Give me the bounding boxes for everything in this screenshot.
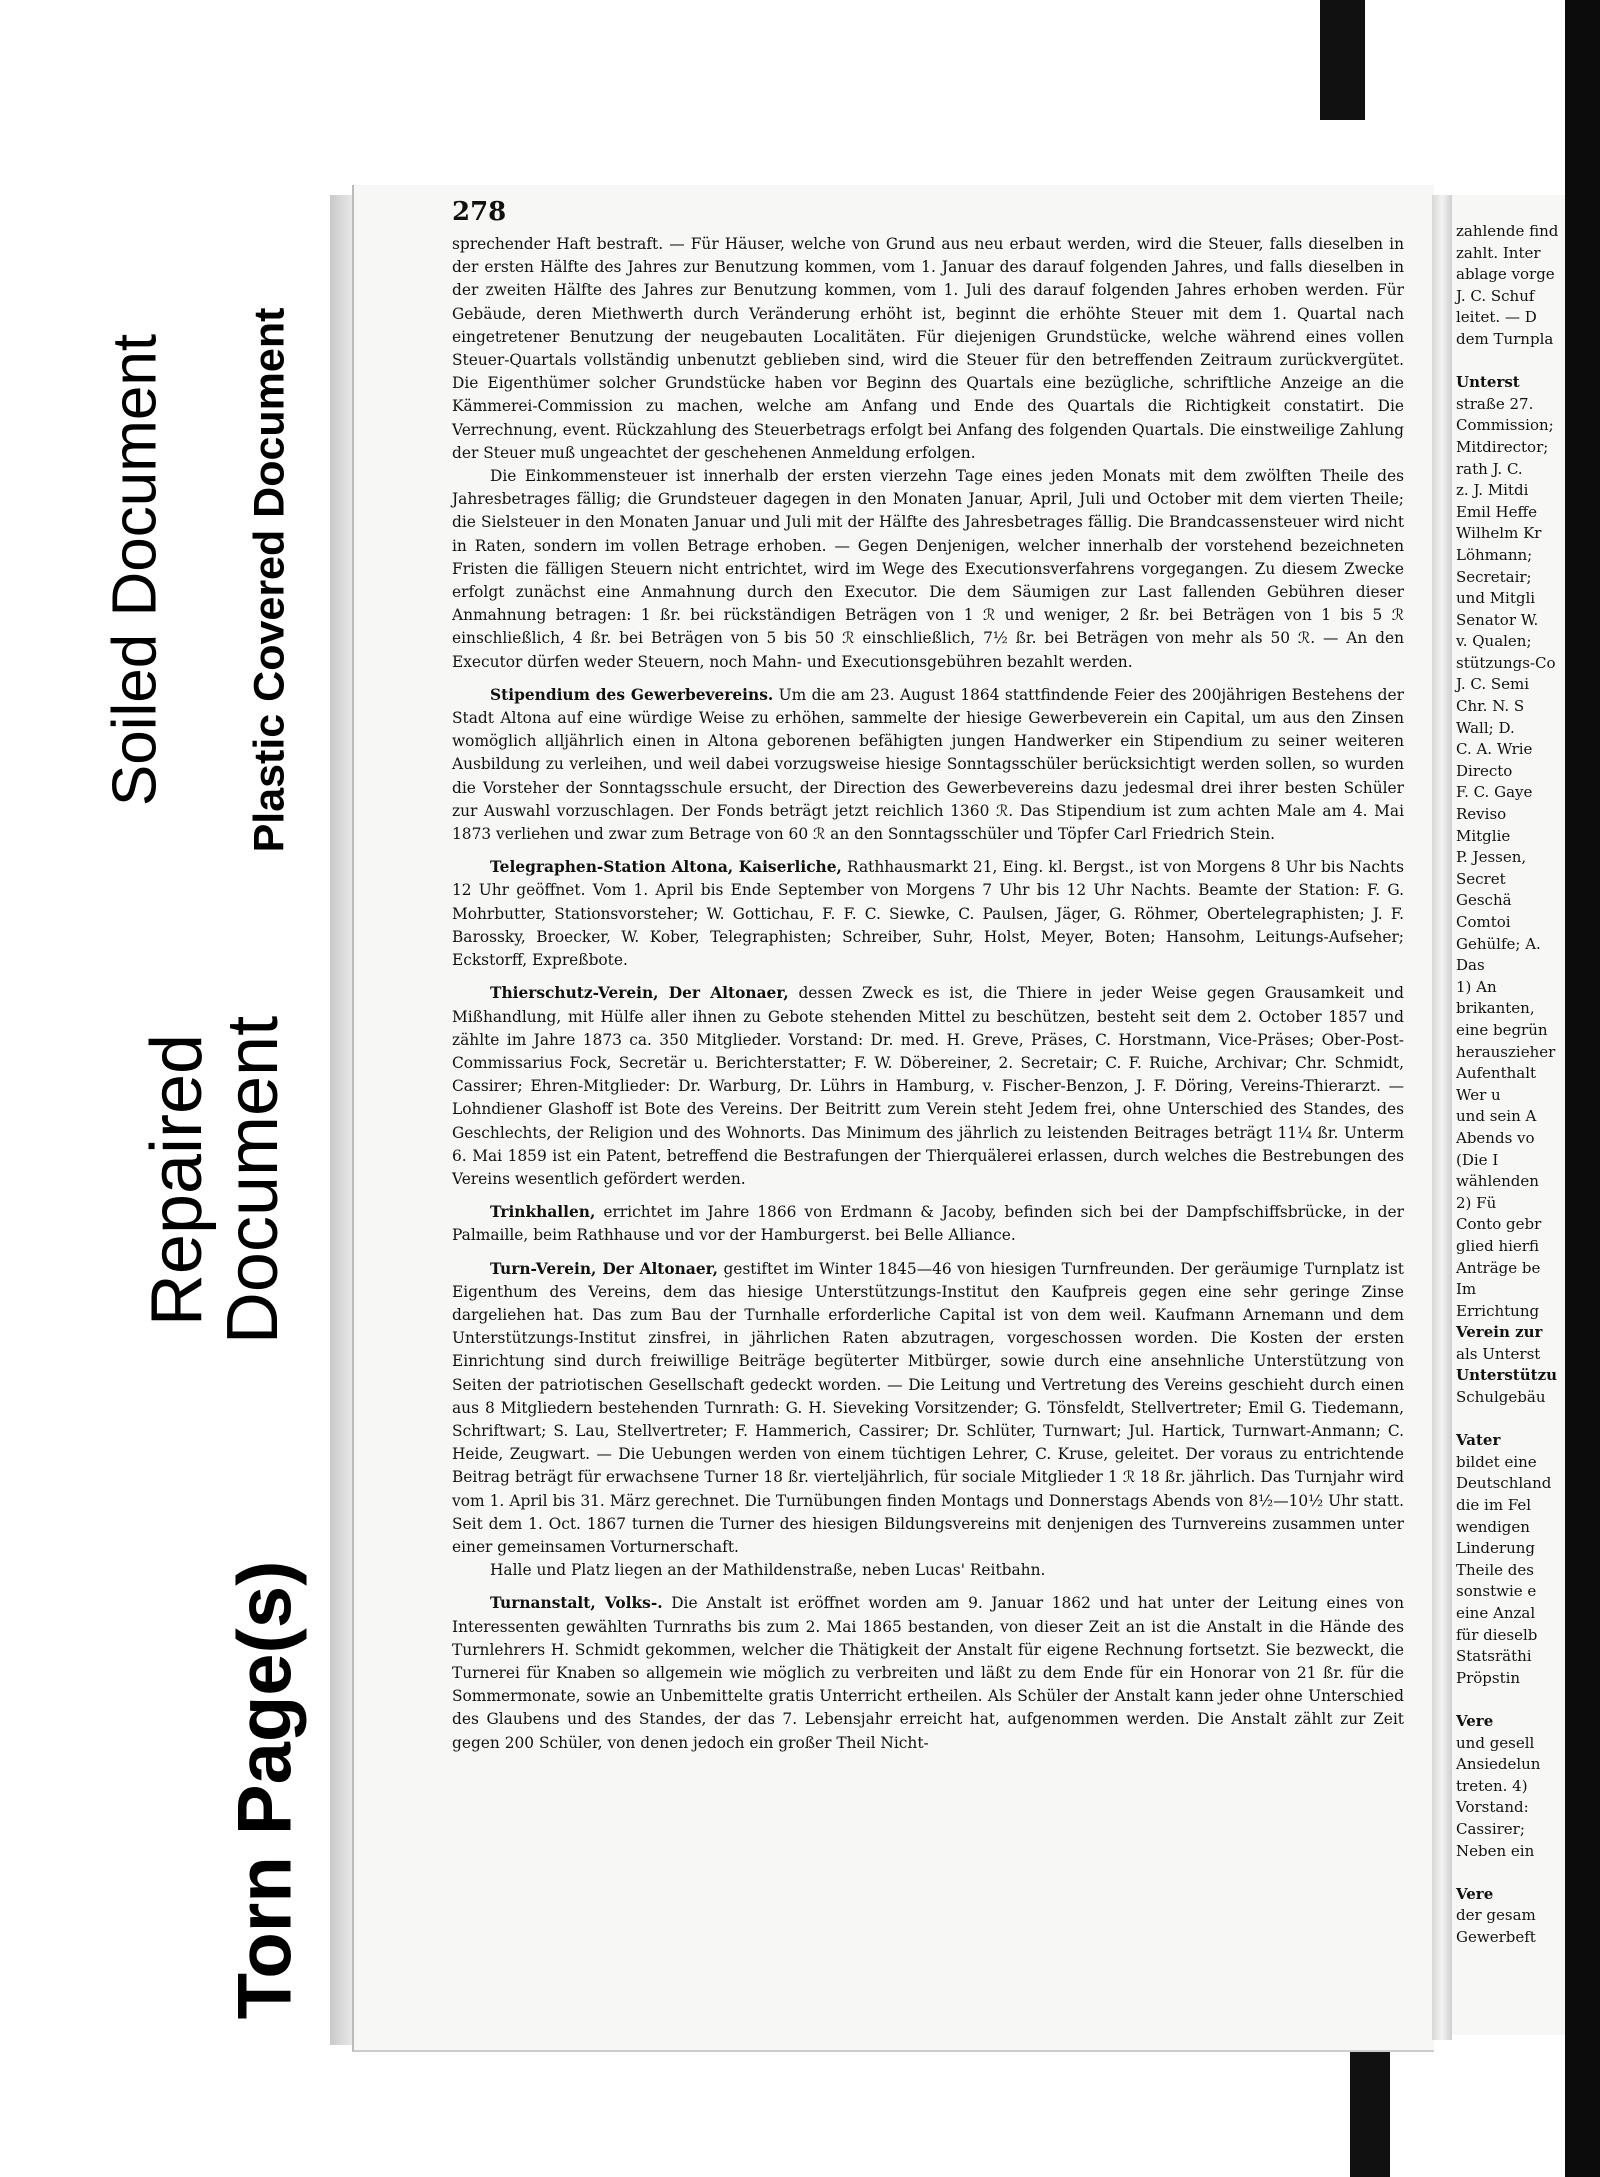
facing-line: Secret — [1456, 869, 1506, 888]
facing-page — [1452, 195, 1565, 2035]
page-edge-shadow — [330, 195, 352, 2045]
facing-line: leitet. — D — [1456, 308, 1537, 327]
facing-line: Wer u — [1456, 1085, 1501, 1104]
repaired-label-line-1: Repaired — [137, 1033, 217, 1327]
facing-line: dem Turnpla — [1456, 329, 1554, 348]
paragraph — [452, 856, 1404, 972]
facing-line: und sein A — [1456, 1107, 1537, 1126]
paragraph — [452, 1201, 1404, 1247]
facing-line: die im Fel — [1456, 1496, 1532, 1515]
facing-line: J. C. Schuf — [1456, 286, 1535, 305]
facing-line: straße 27. — [1456, 394, 1534, 413]
paragraph — [452, 982, 1404, 1191]
binding-bar-right — [1565, 0, 1600, 2177]
paragraph-body: Die Einkommensteuer ist innerhalb der ersten vierzehn Tage eines jeden Monats mit dem zwölften Theile des Jahresbetrages fällig; die Grundsteuer dagegen in den Monaten Januar, April, Juli und October mit dem vierten Theile; die Sielsteuer in den Monaten Januar und Juli mit der Hälfte des Jahresbetrages fällig. Die Brandcassensteuer wird nicht in Raten, sondern im vollen Betrage erhoben. — Gegen Denjenigen, welcher innerhalb der vorstehend bezeichneten Fristen die fälligen Steuern nicht entrichtet, wird im Wege des Executionsverfahrens vorgegangen. Zu diesem Zwecke erfolgt zunächst eine Anmahnung durch den Executor. Die dem Säumigen zur Last fallenden Gebühren dieser Anmahnung betragen: 1 ßr. bei rückständigen Beträgen von 1 ℛ und weniger, 2 ßr. bei Beträgen von 1 bis 5 ℛ einschließlich, 4 ßr. bei Beträgen von 5 bis 50 ℛ einschließlich, 7½ ßr. bei Beträgen von mehr als 50 ℛ. — An den Executor dürfen weder Steuern, noch Mahn- und Executionsgebühren bezahlt werden. — [452, 467, 1404, 671]
paragraph-body: sprechender Haft bestraft. — Für Häuser, welche von Grund aus neu erbaut werden, wird die Steuer, falls dieselben in der ersten Hälfte des Jahres zur Benutzung kommen, vom 1. Januar des darauf folgenden Jahres, und falls dieselben in der zweiten Hälfte des Jahres zur Benutzung kommen, vom 1. Juli des darauf folgenden Jahres erhoben werden. Für Gebäude, deren Miethwerth durch Veränderung erhöht ist, beginnt die erhöhte Steuer mit dem 1. Quartal nach eingetretener Benutzung der neugebauten Localitäten. Für diejenigen Grundstücke, welche während eines vollen Steuer-Quartals vollständig unbenutzt geblieben sind, wird die Steuer für den betreffenden Zeitraum zurückvergütet. Die Eigenthümer solcher Grundstücke haben vor Beginn des Quartals eine bezügliche, schriftliche Anzeige an die Kämmerei-Commission zu machen, welche am Anfang und Ende des Quartals die Richtigkeit constatirt. Die Verrechnung, event. Rückzahlung des Steuerbetrags erfolgt bei Anfang des folgenden Quartals. Die einstweilige Zahlung der Steuer muß ungeachtet der geschehenen Anmeldung erfolgen. — [452, 235, 1404, 462]
facing-line: Mitglie — [1456, 826, 1511, 845]
facing-line: und gesell — [1456, 1733, 1535, 1752]
facing-line: Abends vo — [1456, 1128, 1535, 1147]
facing-line — [1456, 1689, 1565, 1711]
facing-line: als Unterst — [1456, 1344, 1541, 1363]
facing-line: Mitdirector; — [1456, 437, 1549, 456]
facing-line: für dieselb — [1456, 1625, 1538, 1644]
facing-line: Secretair; — [1456, 567, 1532, 586]
facing-line: zahlt. Inter — [1456, 243, 1541, 262]
soiled-document-label: Soiled Document — [100, 333, 170, 807]
facing-line: sonstwie e — [1456, 1582, 1537, 1601]
paragraph-body: gestiftet im Winter 1845—46 von hiesigen Turnfreunden. Der geräumige Turnplatz ist Eigenthum des Vereins, dem das hiesige Unterstützungs-Institut den Kaufpreis gegen eine sehr geringe Zinse dargeliehen hat. Das zum Bau der Turnhalle erforderliche Capital ist von dem weil. Kaufmann Arnemann und dem Unterstützungs-Institut zinsfrei, in jährlichen Raten abzutragen, vorgeschossen worden. Die Kosten der ersten Einrichtung sind durch freiwillige Beiträge begüterter Mitbürger, sowie durch eine ansehnliche Unterstützung von Seiten der patriotischen Gesellschaft gedeckt worden. — Die Leitung und Vertretung des Vereins geschieht durch einen aus 8 Mitgliedern bestehenden Turnrath: G. H. Sieveking Vorsitzender; G. Tönsfeldt, Stellvertreter; Emil G. Tiedemann, Schriftwart; S. Lau, Stellvertreter; F. Hammerich, Cassirer; Dr. Schlüter, Turnwart; Jul. Hartick, Turnwart-Anmann; C. Heide, Zeugwart. — Die Uebungen werden von einem tüchtigen Lehrer, C. Kruse, geleitet. Der voraus zu entrichtende Beitrag beträgt für erwachsene Turner 18 ßr. vierteljährlich, für sociale Mitglieder 1 ℛ 18 ßr. jährlich. Das Turnjahr wird vom 1. April bis 31. März gerechnet. Die Turnübungen finden Montags und Donnerstags Abends von 8½—10½ Uhr statt. Seit dem 1. Oct. 1867 turnen die Turner des hiesigen Bildungsvereins mit denjenigen des Turnvereins zusammen unter einer gemeinsamen Vorturnerschaft. — [452, 1259, 1404, 1556]
facing-line: (Die I — [1456, 1150, 1499, 1169]
facing-line — [1456, 1862, 1565, 1884]
facing-line: und Mitgli — [1456, 589, 1536, 608]
facing-line: Neben ein — [1456, 1841, 1535, 1860]
scanned-page — [352, 185, 1434, 2052]
facing-line: eine begrün — [1456, 1020, 1548, 1039]
facing-line: wählenden — [1456, 1172, 1539, 1191]
facing-line: Comtoi — [1456, 913, 1511, 931]
facing-line: stützungs-Co — [1456, 653, 1556, 672]
paragraph — [452, 684, 1404, 846]
facing-line: Senator W. — [1456, 610, 1539, 629]
facing-line — [1456, 351, 1565, 373]
page-number: 278 — [452, 197, 507, 227]
facing-line: Wall; D. — [1456, 718, 1515, 737]
facing-line: Wilhelm Kr — [1456, 524, 1542, 543]
facing-line: Linderung — [1456, 1539, 1535, 1558]
soiled-document-tab — [60, 230, 210, 910]
repaired-document-label — [139, 1016, 291, 1344]
facing-line: Vorstand: — [1456, 1798, 1529, 1817]
repaired-label-line-2: Document — [213, 1015, 293, 1345]
facing-line: wendigen — [1456, 1517, 1530, 1536]
facing-line: Geschä — [1456, 891, 1512, 910]
paragraph-heading: Turn-Verein, Der Altonaer, — [490, 1259, 718, 1278]
paragraph-heading: Turnanstalt, Volks-. — [490, 1594, 663, 1613]
paragraph-heading: Trinkhallen, — [490, 1203, 596, 1222]
facing-line: Emil Heffe — [1456, 502, 1538, 521]
book-spine-gutter — [1432, 195, 1452, 2040]
binding-bar-bottom — [1350, 2050, 1390, 2177]
paragraph-body: dessen Zweck es ist, die Thiere in jeder Weise gegen Grausamkeit und Mißhandlung, mit Hülfe aller ihnen zu Gebote stehenden Mittel zu beschützen, besteht seit dem 2. October 1857 und zählte im Jahre 1873 ca. 350 Mitglieder. Vorstand: Dr. med. H. Greve, Präses, C. Horstmann, Vice-Präses; Ober-Post-Commissarius Fock, Secretär u. Berichterstatter; F. W. Döbereiner, 2. Secretair; C. F. Ruiche, Archivar; Chr. Schmidt, Cassirer; Ehren-Mitglieder: Dr. Warburg, Dr. Lührs in Hamburg, v. Fischer-Benzon, J. F. Döring, Vereins-Thierarzt. — Lohndiener Glashoff ist Bote des Vereins. Der Beitritt zum Verein steht Jedem frei, ohne Unterschied des Standes, des Geschlechts, der Religion und des Wohnorts. Das Minimum des jährlich zu leistenden Beitrages beträgt 11¼ ßr. Unterm 6. Mai 1859 ist ein Patent, betreffend die Bestrafungen der Thierquälerei erlassen, durch welches die Bestrebungen des Vereins wesentlich gefördert werden. — [452, 984, 1404, 1188]
facing-line: Reviso — [1456, 805, 1507, 824]
facing-line: Theile des — [1456, 1560, 1534, 1579]
paragraph-body: Rathhausmarkt 21, Eing. kl. Bergst., ist von Morgens 8 Uhr bis Nachts 12 Uhr geöffnet. Vom 1. April bis Ende September von Morgens 7 Uhr bis 12 Uhr Nachts. Beamte der Station: F. G. Mohrbutter, Stationsvorsteher; W. Gottichau, F. F. C. Siewke, C. Paulsen, Jäger, G. Röhmer, Obertelegraphisten; J. F. Barossky, Broecker, W. Kober, Telegraphisten; Schreiber, Suhr, Holst, Meyer, Boten; Hansohm, Leitungs-Aufseher; Eckstorff, Expreßbote. — [452, 858, 1404, 970]
facing-line: Vere — [1456, 1711, 1494, 1730]
facing-line: 1) An — [1456, 977, 1497, 996]
paragraph — [452, 1559, 1404, 1582]
paragraph-heading: Stipendium des Gewerbevereins. — [490, 685, 774, 704]
torn-pages-label: Torn Page(s) — [222, 1560, 308, 2020]
paragraph-heading: Thierschutz-Verein, Der Altonaer, — [490, 984, 789, 1003]
facing-line: ablage vorge — [1456, 265, 1555, 284]
facing-line: Löhmann; — [1456, 545, 1533, 564]
facing-line: Cassirer; — [1456, 1819, 1525, 1838]
facing-line: C. A. Wrie — [1456, 740, 1533, 759]
paragraph — [452, 233, 1404, 465]
repaired-document-tab — [100, 945, 330, 1415]
paragraph — [452, 465, 1404, 674]
facing-line: Das — [1456, 956, 1485, 975]
facing-line: Schulgebäu — [1456, 1388, 1546, 1407]
facing-line: Vere — [1456, 1884, 1494, 1903]
facing-line: Deutschland — [1456, 1474, 1552, 1493]
facing-line: brikanten, — [1456, 999, 1535, 1018]
facing-line: Errichtung — [1456, 1301, 1540, 1320]
facing-line: Statsräthi — [1456, 1647, 1532, 1666]
paragraph — [452, 1258, 1404, 1560]
facing-line: Commission; — [1456, 416, 1554, 435]
facing-line: Im — [1456, 1280, 1477, 1299]
facing-line: Pröpstin — [1456, 1668, 1521, 1687]
facing-line: Anträge be — [1456, 1258, 1541, 1277]
plastic-covered-document-label: Plastic Covered Document — [245, 307, 294, 853]
plastic-covered-document-tab — [215, 230, 325, 930]
torn-pages-tab — [200, 1490, 330, 2090]
facing-line: 2) Fü — [1456, 1193, 1497, 1212]
facing-line: treten. 4) — [1456, 1776, 1528, 1795]
facing-line: Unterstützu — [1456, 1366, 1557, 1385]
facing-line: F. C. Gaye — [1456, 783, 1533, 802]
paragraph-heading: Telegraphen-Station Altona, Kaiserliche, — [490, 858, 842, 877]
facing-line: Aufenthalt — [1456, 1064, 1537, 1083]
paragraph-body: errichtet im Jahre 1866 von Erdmann & Jacoby, befinden sich bei der Dampfschiffsbrücke, in der Palmaille, beim Rathhause und vor der Hamburgerst. bei Belle Alliance. — [452, 1203, 1404, 1245]
facing-line: herauszieher — [1456, 1042, 1556, 1061]
facing-line: Unterst — [1456, 373, 1520, 392]
facing-line: zahlende find — [1456, 222, 1559, 240]
facing-line: glied hierfi — [1456, 1236, 1539, 1255]
facing-line: v. Qualen; — [1456, 632, 1532, 651]
binding-bar-top — [1320, 0, 1365, 120]
facing-line: Verein zur — [1456, 1323, 1543, 1342]
facing-line: z. J. Mitdi — [1456, 481, 1529, 500]
paragraph-body: Die Anstalt ist eröffnet worden am 9. Januar 1862 und hat unter der Leitung eines von Interessenten gewählten Turnraths bis zum 2. Mai 1865 bestanden, von dieser Zeit an ist die Anstalt in die Hände des Turnlehrers H. Schmidt gekommen, welcher die Thätigkeit der Anstalt für eigene Rechnung fortsetzt. Sie bezweckt, die Turnerei für Knaben so allgemein wie möglich zu verbreiten und läßt zu dem Ende für ein Honorar von 21 ßr. für die Sommermonate, sowie an Unbemittelte gratis Unterricht ertheilen. Als Schüler der Anstalt kann jeder ohne Unterschied des Glaubens und des Standes, der das 7. Lebensjahr erreicht hat, aufgenommen werden. Die Anstalt zählt zur Zeit gegen 200 Schüler, von denen jedoch ein großer Theil Nicht- — [452, 1594, 1404, 1752]
paragraph — [452, 1592, 1404, 1754]
facing-line: eine Anzal — [1456, 1604, 1536, 1622]
facing-line: Vater — [1456, 1431, 1501, 1450]
facing-line — [1456, 1409, 1565, 1431]
facing-line: rath J. C. — [1456, 459, 1523, 478]
facing-line: Conto gebr — [1456, 1215, 1542, 1234]
facing-line: Gehülfe; A. — [1456, 934, 1541, 953]
facing-line: der gesam — [1456, 1906, 1536, 1925]
facing-line: J. C. Semi — [1456, 675, 1530, 694]
facing-line: Chr. N. S — [1456, 697, 1525, 716]
facing-line: bildet eine — [1456, 1452, 1537, 1471]
paragraph-body: Um die am 23. August 1864 stattfindende Feier des 200jährigen Bestehens der Stadt Altona auf eine würdige Weise zu erhöhen, sammelte der hiesige Gewerbeverein ein Capital, um aus den Zinsen womöglich alljährlich einen in Altona geborenen befähigten jungen Handwerker ein Stipendium zu seiner weiteren Ausbildung zu verleihen, und weil dabei vorzugsweise hiesige Sonntagsschüler berücksichtigt werden sollen, so wurden die Vorsteher der Sonntagsschule ersucht, der Direction des Gewerbevereins dazu jedesmal drei ihrer besten Schüler zur Auswahl vorzuschlagen. Der Fonds beträgt jetzt reichlich 1360 ℛ. Das Stipendium ist zum achten Male am 4. Mai 1873 verliehen und zwar zum Betrage von 60 ℛ an den Sonntagsschüler und Töpfer Carl Friedrich Stein. — [452, 685, 1404, 844]
facing-line: Gewerbeft — [1456, 1927, 1536, 1946]
paragraph-body: Halle und Platz liegen an der Mathildenstraße, neben Lucas' Reitbahn. — [490, 1561, 1046, 1580]
facing-page-text — [1456, 221, 1565, 1949]
facing-line: Ansiedelun — [1456, 1755, 1541, 1774]
facing-line: Directo — [1456, 761, 1513, 780]
facing-line: P. Jessen, — [1456, 848, 1527, 867]
page-text-column — [452, 233, 1404, 1755]
